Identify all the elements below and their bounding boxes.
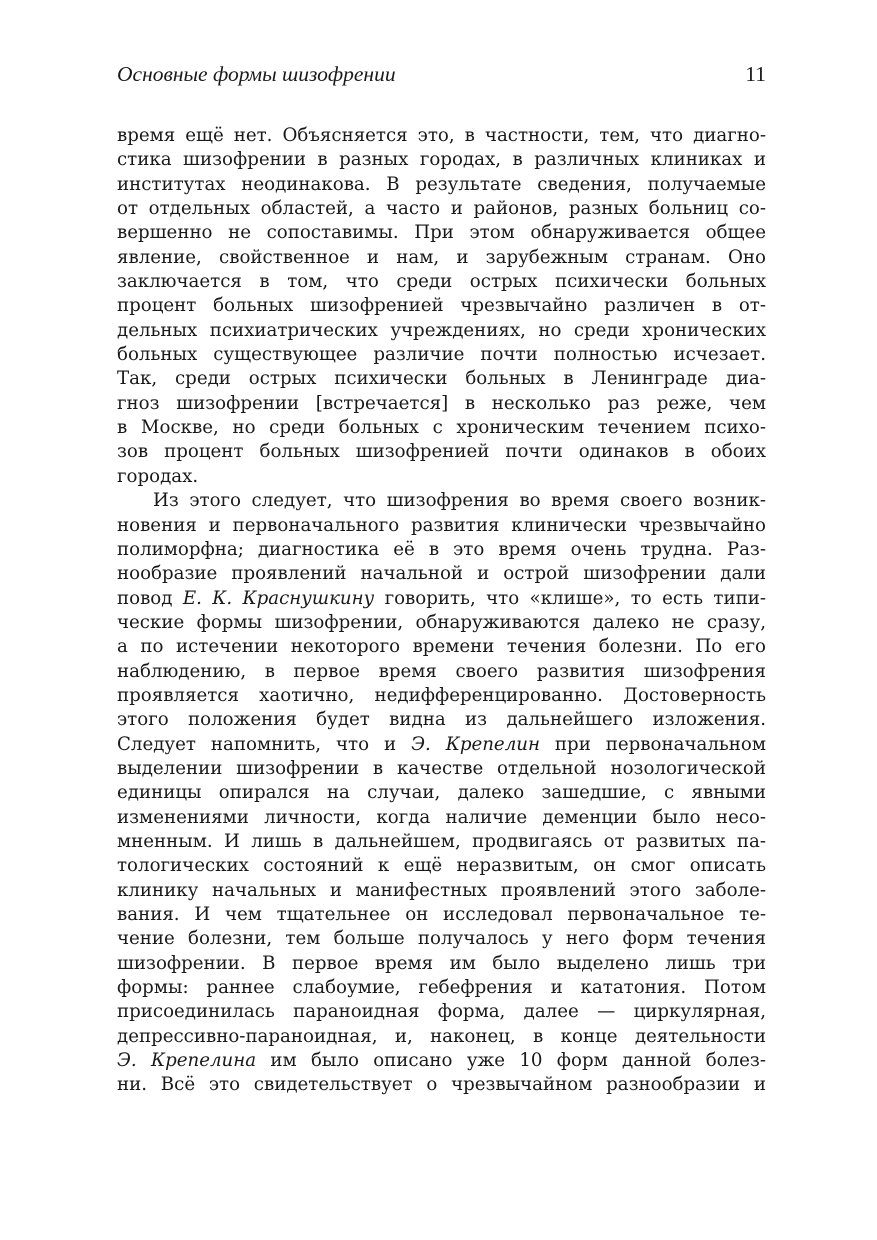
page-number: 11 [745,62,766,86]
text-line [117,587,766,611]
text-line: изменениями личности, когда наличие деменции было несо- [117,806,766,828]
text-line: явление, свойственное и нам, и зарубежным странам. Оно [117,246,766,268]
line-text: говорить, что «клише», то есть типи- [374,587,766,609]
text-line: в Москве, но среди больных с хроническим течением психо- [117,417,766,439]
text-line: чение болезни, тем больше получалось у него форм течения [117,928,766,950]
author-name: Э. Крепелин [411,733,540,755]
author-name: Е. К. Краснушкину [182,587,375,609]
text-line: городах. [117,465,199,487]
line-text: им было описано уже 10 форм данной болез- [256,1050,766,1072]
text-line: новения и первоначального развития клинически чрезвычайно [117,514,766,536]
running-title: Основные формы шизофрении [117,62,396,86]
text-line: зов процент больных шизофренией почти одинаков в обоих [117,441,766,463]
text-line [117,1049,766,1073]
text-line: процент больных шизофренией чрезвычайно различен в от- [117,295,766,317]
body-text [117,124,766,1098]
text-line: клинику начальных и манифестных проявлений этого заболе- [117,879,766,901]
text-line: дельных психиатрических учреждениях, но среди хронических [117,319,766,341]
text-line: вершенно не сопоставимы. При этом обнаруживается общее [117,222,766,244]
line-text: Следует напомнить, что и [117,733,412,755]
text-line: больных существующее различие почти полностью исчезает. [117,344,766,366]
text-line: выделении шизофрении в качестве отдельной нозологической [117,757,766,779]
paragraph [117,124,766,489]
paragraph [117,489,766,1098]
text-line: мненным. И лишь в дальнейшем, продвигаясь от развитых па- [117,830,766,852]
text-line: заключается в том, что среди острых психически больных [117,271,766,293]
text-line: от отдельных областей, а часто и районов, разных больниц со- [117,198,766,220]
text-line: единицы опирался на случаи, далеко зашедшие, с явными [117,782,766,804]
text-line: Из этого следует, что шизофрения во время своего возник- [153,490,766,512]
text-line: ческие формы шизофрении, обнаруживаются далеко не сразу, [117,611,766,633]
text-line: полиморфна; диагностика её в это время очень трудна. Раз- [117,538,766,560]
text-line: нообразие проявлений начальной и острой шизофрении дали [117,563,766,585]
text-line: Так, среди острых психически больных в Ленинграде диа- [117,368,766,390]
text-line: стика шизофрении в разных городах, в различных клиниках и [117,149,766,171]
running-head [117,62,766,92]
text-line: шизофрении. В первое время им было выделено лишь три [117,952,766,974]
text-line: гноз шизофрении [встречается] в несколько раз реже, чем [117,392,766,414]
text-line: присоединилась параноидная форма, далее — циркулярная, [117,1001,766,1023]
text-line: ни. Всё это свидетельствует о чрезвычайном разнообразии и [117,1074,766,1096]
text-line: этого положения будет видна из дальнейшего изложения. [117,709,766,731]
text-line: а по истечении некоторого времени течения болезни. По его [117,636,766,658]
text-line [117,733,766,757]
line-text: повод [117,587,183,609]
text-line: проявляется хаотично, недифференцированно. Достоверность [117,684,766,706]
text-line: формы: раннее слабоумие, гебефрения и кататония. Потом [117,977,766,999]
text-line: наблюдению, в первое время своего развития шизофрения [117,660,766,682]
author-name: Э. Крепелина [117,1050,257,1072]
line-text: при первоначальном [539,733,766,755]
text-line: время ещё нет. Объясняется это, в частности, тем, что диагно- [117,125,766,146]
text-line: вания. И чем тщательнее он исследовал первоначальное те- [117,904,766,925]
text-line: тологических состояний к ещё неразвитым, он смог описать [117,855,766,877]
text-line: депрессивно-параноидная, и, наконец, в конце деятельности [117,1025,766,1047]
text-line: институтах неодинакова. В результате сведения, получаемые [117,173,766,195]
